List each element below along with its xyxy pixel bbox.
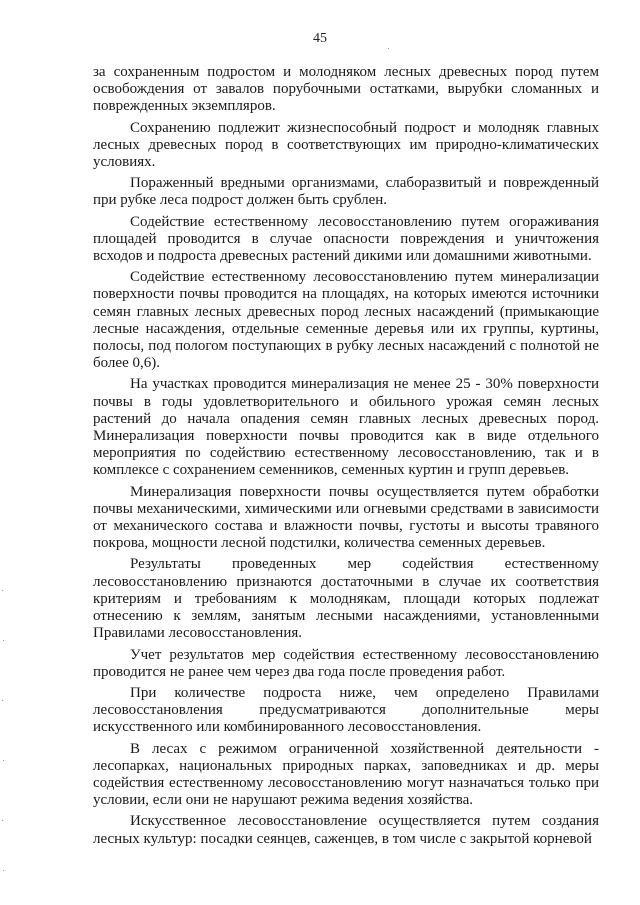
- paragraph: Учет результатов мер содействия естественному лесовосстановлению проводится не ранее чем через два года после проведения работ.: [93, 646, 599, 680]
- paragraph: При количестве подроста ниже, чем определено Правилами лесовосстановления предусматриваются дополнительные меры искусственного или комбинированного лесовосстановления.: [93, 684, 599, 736]
- paragraph: Содействие естественному лесовосстановлению путем огораживания площадей проводится в случае опасности повреждения и уничтожения всходов и подроста древесных растений дикими или домашними животными.: [93, 213, 599, 265]
- scan-artifact: [3, 640, 4, 641]
- paragraph: Пораженный вредными организмами, слаборазвитый и поврежденный при рубке леса подрост должен быть срублен.: [93, 175, 599, 209]
- document-body: [93, 64, 599, 852]
- scan-artifact: [3, 760, 4, 761]
- paragraph: Искусственное лесовосстановление осуществляется путем создания лесных культур: посадки сеянцев, саженцев, в том числе с закрытой корневой: [93, 813, 599, 847]
- paragraph: В лесах с режимом ограниченной хозяйственной деятельности - лесопарках, национальных природных парках, заповедниках и др. меры содействия естественному лесовосстановлению могут назначаться только при условии, если они не нарушают режима ведения хозяйства.: [93, 740, 599, 809]
- paragraph-continuation: за сохраненным подростом и молодняком лесных древесных пород путем освобождения от завалов порубочными остатками, вырубки сломанных и поврежденных экземпляров.: [93, 64, 599, 115]
- scan-artifact: [388, 48, 389, 49]
- scan-artifact: [2, 590, 3, 591]
- page-number: 45: [313, 31, 327, 46]
- paragraph: Содействие естественному лесовосстановлению путем минерализации поверхности почвы проводится на площадях, на которых имеются источники семян главных лесных древесных пород лесных насаждений (примыкающие лесные насаждения, отдельные семенные деревья или их группы, куртины, полосы, под пологом поступающих в рубку лесных насаждений с полнотой не более 0,6).: [93, 269, 599, 372]
- paragraph: Результаты проведенных мер содействия естественному лесовосстановлению признаются достаточными в случае их соответствия критериям и требованиям к молоднякам, площади которых подлежат отнесению к землям, занятым лесными насаждениями, установленными Правилами лесовосстановления.: [93, 556, 599, 642]
- paragraph: Минерализация поверхности почвы осуществляется путем обработки почвы механическими, химическими или огневыми средствами в зависимости от механического состава и влажности почвы, густоты и высоты травяного покрова, мощности лесной подстилки, количества семенных деревьев.: [93, 483, 599, 552]
- paragraph: На участках проводится минерализация не менее 25 - 30% поверхности почвы в годы удовлетворительного и обильного урожая семян лесных растений до начала опадения семян главных лесных древесных пород. Минерализация поверхности почвы проводится как в виде отдельного мероприятия по содействию естественному лесовосстановлению, так и в комплексе с сохранением семенников, семенных куртин и групп деревьев.: [93, 376, 599, 479]
- paragraph: Сохранению подлежит жизнеспособный подрост и молодняк главных лесных древесных пород в соответствующих им природно-климатических условиях.: [93, 119, 599, 171]
- scan-artifact: [3, 870, 4, 871]
- scan-artifact: [2, 700, 3, 701]
- scan-artifact: [2, 820, 3, 821]
